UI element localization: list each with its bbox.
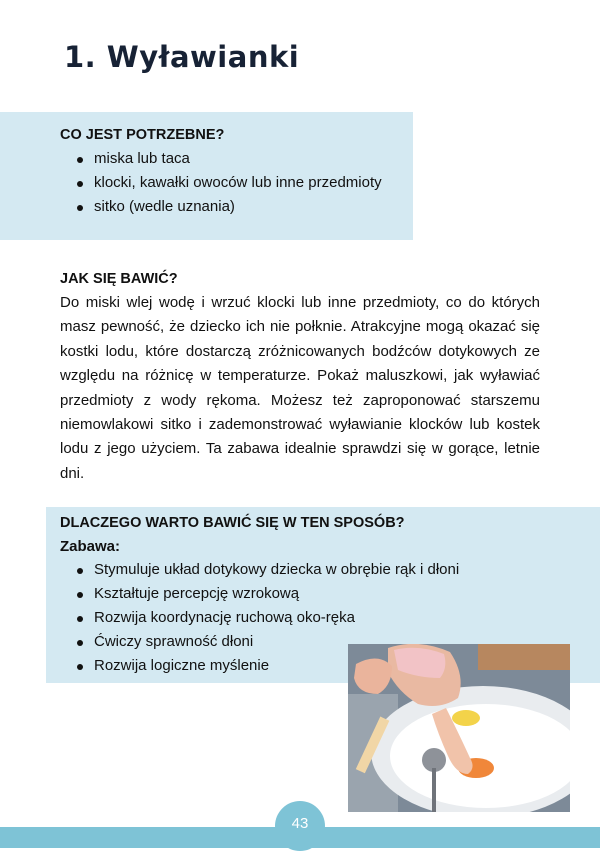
page-title: 1. Wyławianki — [64, 40, 300, 74]
materials-heading: CO JEST POTRZEBNE? — [60, 127, 225, 143]
photo-child-playing-with-water — [348, 644, 570, 812]
materials-list — [72, 147, 382, 219]
list-item: miska lub taca — [72, 147, 382, 171]
howto-text: Do miski wlej wodę i wrzuć klocki lub inne przedmioty, co do których masz pewność, że dziecko ich nie połknie. Atrakcyjne mogą okazać się kostki lodu, które dostarczą zróżnicowanych bodźców dotykowych ze względu na różnicę w temperaturze. Pokaż maluszkowi, jak wyławiać przedmioty z wody rękoma. Możesz też zaproponować starszemu niemowlakowi sitko i zademonstrować wyławianie klocków lub kostek lodu z jego użyciem. Ta zabawa idealnie sprawdzi się w gorące, letnie dni. — [60, 294, 540, 482]
list-item: Stymuluje układ dotykowy dziecka w obrębie rąk i dłoni — [72, 558, 459, 582]
list-item: Ćwiczy sprawność dłoni — [72, 630, 459, 654]
list-item: klocki, kawałki owoców lub inne przedmioty — [72, 171, 382, 195]
list-item: Kształtuje percepcję wzrokową — [72, 582, 459, 606]
list-item: sitko (wedle uznania) — [72, 195, 382, 219]
benefits-heading: DLACZEGO WARTO BAWIĆ SIĘ W TEN SPOSÓB? — [60, 515, 405, 531]
list-item: Rozwija koordynację ruchową oko-ręka — [72, 606, 459, 630]
list-item: Rozwija logiczne myślenie — [72, 654, 459, 678]
page-number: 43 — [275, 801, 325, 851]
benefits-subheading: Zabawa: — [60, 538, 121, 555]
howto-heading: JAK SIĘ BAWIĆ? — [60, 271, 178, 287]
